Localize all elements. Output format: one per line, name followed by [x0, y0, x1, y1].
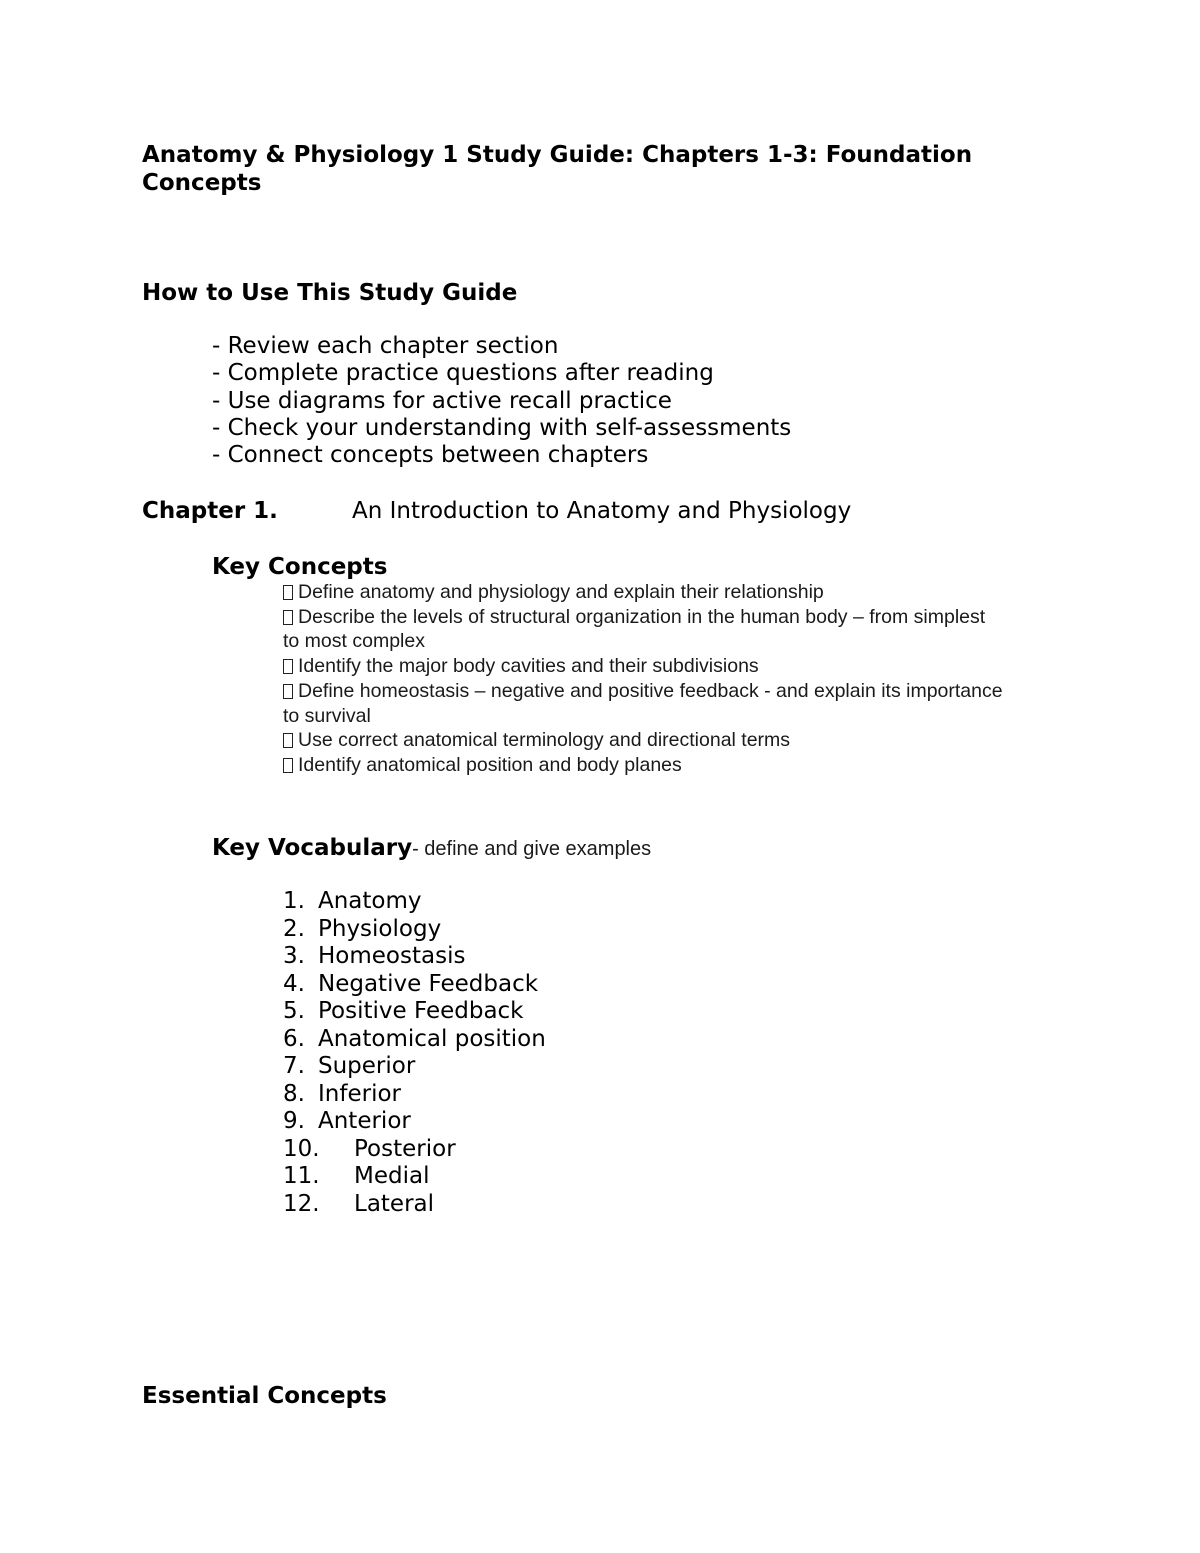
- chapter-heading: [142, 497, 851, 525]
- list-item: 8. Inferior: [283, 1080, 401, 1107]
- list-item: 5. Positive Feedback: [283, 998, 524, 1024]
- key-concepts-list: [283, 580, 1003, 778]
- list-item: Define anatomy and physiology and explain their relationship: [283, 580, 1003, 605]
- document-title: Anatomy & Physiology 1 Study Guide: Chapters 1-3: Foundation Concepts: [142, 142, 973, 196]
- list-item: 12. Lateral: [283, 1190, 435, 1217]
- list-item: 2. Physiology: [283, 915, 442, 942]
- essential-concepts-heading: Essential Concepts: [142, 1383, 387, 1409]
- checkbox-bullet-icon: [283, 585, 293, 600]
- checkbox-bullet-icon: [283, 684, 293, 699]
- list-item: 11. Medial: [283, 1163, 430, 1189]
- list-item: Identify anatomical position and body planes: [283, 753, 1003, 778]
- list-item: Describe the levels of structural organization in the human body – from simplest to most complex: [283, 605, 986, 653]
- checkbox-bullet-icon: [283, 610, 293, 625]
- list-item: Define homeostasis – negative and positive feedback - and explain its importance to survival: [283, 679, 1003, 727]
- list-item: 10. Posterior: [283, 1135, 456, 1162]
- chapter-number: Chapter 1.: [142, 498, 278, 524]
- how-to-list: [212, 333, 791, 469]
- key-vocabulary-list: [283, 888, 546, 1218]
- key-vocabulary-note: - define and give examples: [412, 838, 652, 860]
- list-item: 7. Superior: [283, 1053, 416, 1079]
- list-item: 6. Anatomical position: [283, 1025, 546, 1052]
- list-item: 3. Homeostasis: [283, 943, 466, 969]
- checkbox-bullet-icon: [283, 758, 293, 773]
- list-item: - Review each chapter section: [212, 333, 559, 359]
- list-item: Use correct anatomical terminology and directional terms: [283, 728, 1003, 753]
- list-item: - Complete practice questions after reading: [212, 360, 714, 387]
- checkbox-bullet-icon: [283, 733, 293, 748]
- key-vocabulary-heading: Key Vocabulary- define and give examples: [212, 835, 652, 861]
- chapter-title: An Introduction to Anatomy and Physiology: [352, 498, 852, 524]
- how-to-heading: How to Use This Study Guide: [142, 280, 518, 306]
- list-item: - Check your understanding with self-assessments: [212, 414, 792, 441]
- list-item: - Connect concepts between chapters: [212, 442, 649, 469]
- list-item: 1. Anatomy: [283, 888, 422, 914]
- list-item: 4. Negative Feedback: [283, 970, 539, 997]
- key-concepts-heading: Key Concepts: [212, 554, 388, 580]
- checkbox-bullet-icon: [283, 659, 293, 674]
- list-item: - Use diagrams for active recall practice: [212, 387, 672, 414]
- list-item: 9. Anterior: [283, 1108, 411, 1134]
- list-item: Identify the major body cavities and their subdivisions: [283, 654, 1003, 679]
